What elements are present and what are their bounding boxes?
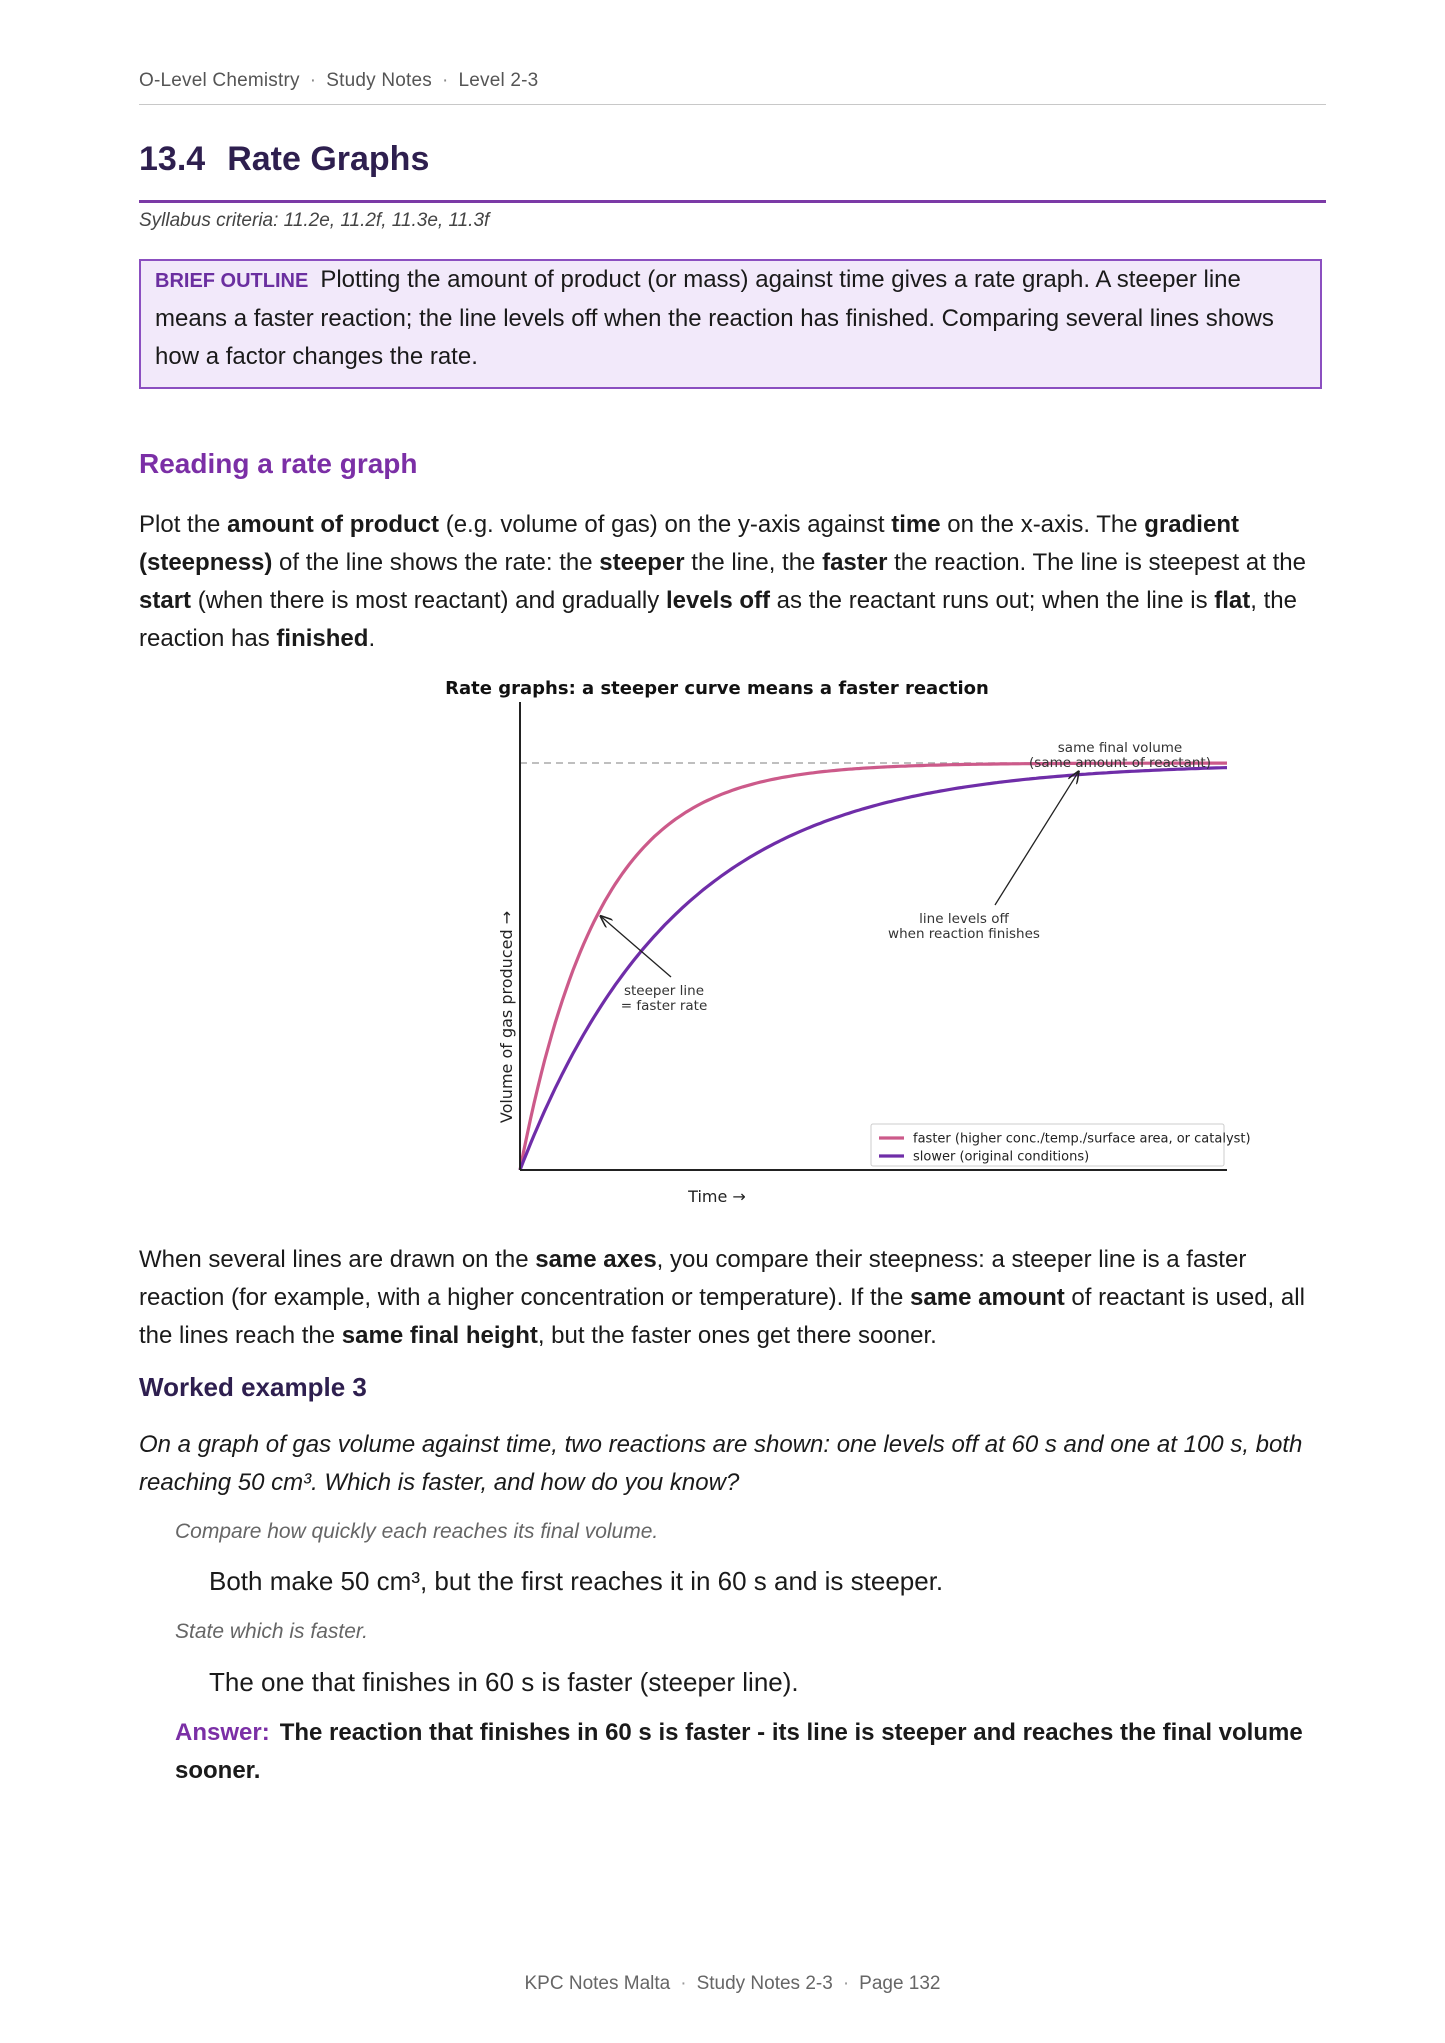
rate-graph-svg: [355, 672, 1255, 1212]
footer-separator: ·: [680, 1973, 687, 1994]
footer-publisher: KPC Notes Malta: [524, 1973, 671, 1994]
step-hint: Compare how quickly each reaches its final volume.: [175, 1520, 659, 1543]
header-rule: [139, 104, 1326, 105]
text-run: of reactant is used, all the lines reach the: [139, 1284, 1305, 1349]
text-run: When several lines are drawn on the: [139, 1246, 536, 1273]
comparison-paragraph: [139, 1241, 1326, 1355]
bold-term: finished: [276, 625, 369, 652]
text-run: the line, the: [684, 549, 823, 576]
bold-term: steeper: [599, 549, 685, 576]
step-working: The one that finishes in 60 s is faster (steeper line).: [209, 1667, 799, 1697]
header-doc: Study Notes: [326, 70, 432, 91]
chart-y-axis-label: Volume of gas produced →: [497, 910, 516, 1124]
answer-text: The reaction that finishes in 60 s is faster - its line is steeper and reaches the final volume sooner.: [175, 1719, 1303, 1784]
worked-example-heading: Worked example 3: [139, 1372, 367, 1402]
legend-label: faster (higher conc./temp./surface area, or catalyst): [913, 1131, 1251, 1147]
page: [139, 0, 1326, 2043]
chart-x-axis-label: Time →: [688, 1187, 746, 1206]
bold-term: start: [139, 587, 192, 614]
text-run: the reaction. The line is steepest at the: [887, 549, 1306, 576]
reading-paragraph-1: [139, 506, 1326, 658]
brief-outline-text: Plotting the amount of product (or mass) against time gives a rate graph. A steeper line means a faster reaction; the line levels off when the reaction has finished. Comparing several lines shows how a factor changes the rate.: [155, 266, 1274, 370]
legend-label: slower (original conditions): [913, 1149, 1090, 1165]
footer-doc: Study Notes 2-3: [696, 1973, 833, 1994]
text-run: Plot the: [139, 511, 228, 538]
reading-heading: Reading a rate graph: [139, 448, 418, 479]
footer-page-number: Page 132: [859, 1973, 941, 1994]
chart-plot-area: [520, 702, 1251, 1170]
bold-term: same axes: [535, 1246, 657, 1273]
syllabus-criteria: Syllabus criteria: 11.2e, 11.2f, 11.3e, 11.3f: [139, 210, 490, 231]
worked-example-answer: [175, 1714, 1326, 1790]
text-run: of the line shows the rate: the: [272, 549, 600, 576]
header-level: Level 2-3: [458, 70, 539, 91]
bold-term: same final height: [341, 1322, 538, 1349]
header-subject: O-Level Chemistry: [139, 70, 300, 91]
footer-separator: ·: [842, 1973, 850, 1994]
step-hint: State which is faster.: [175, 1620, 368, 1643]
section-title: [139, 140, 429, 179]
text-run: , you compare their steepness: a steeper line is a faster reaction (for example, with a higher concentration or temperature). If the: [139, 1246, 1247, 1311]
worked-example-question: On a graph of gas volume against time, two reactions are shown: one levels off at 60 s and one at 100 s, both reaching 50 cm³. Which is faster, and how do you know?: [139, 1431, 1303, 1496]
brief-outline-box: [139, 259, 1322, 389]
header-separator: ·: [441, 70, 449, 91]
text-run: .: [368, 625, 376, 652]
header-separator: ·: [309, 70, 317, 91]
annotation-steeper-line: steeper line = faster rate: [620, 983, 708, 1014]
bold-term: levels off: [665, 587, 770, 614]
annotation-arrow-levels-off: [995, 772, 1079, 905]
annotation-levels-off: line levels off when reaction finishes: [888, 911, 1040, 942]
text-run: , the reaction has: [139, 587, 1297, 652]
bold-term: amount of product: [227, 511, 440, 538]
rate-graph-chart: [355, 672, 1255, 1212]
step-working: Both make 50 cm³, but the first reaches it in 60 s and is steeper.: [209, 1566, 944, 1596]
series-line-faster: [520, 763, 1227, 1170]
brief-outline-label: BRIEF OUTLINE: [155, 270, 309, 292]
page-footer: [139, 1973, 1326, 1995]
annotation-same-final-volume: same final volume (same amount of reactant): [1029, 740, 1211, 771]
title-rule: [139, 200, 1326, 203]
text-run: as the reactant runs out; when the line is: [769, 587, 1215, 614]
bold-term: gradient (steepness): [139, 511, 1239, 576]
text-run: (e.g. volume of gas) on the y-axis against: [439, 511, 892, 538]
section-number: 13.4: [139, 140, 206, 178]
series-line-slower: [520, 768, 1227, 1170]
bold-term: time: [891, 511, 941, 538]
answer-label: Answer:: [175, 1719, 270, 1746]
text-run: (when there is most reactant) and gradually: [191, 587, 666, 614]
bold-term: flat: [1214, 587, 1251, 614]
running-header: [139, 70, 538, 92]
text-run: , but the faster ones get there sooner.: [537, 1322, 937, 1349]
bold-term: same amount: [910, 1284, 1065, 1311]
annotation-arrow-steeper: [601, 916, 671, 977]
chart-title: Rate graphs: a steeper curve means a faster reaction: [445, 678, 989, 699]
section-title-text: Rate Graphs: [227, 140, 430, 178]
text-run: on the x-axis. The: [940, 511, 1145, 538]
bold-term: faster: [822, 549, 888, 576]
